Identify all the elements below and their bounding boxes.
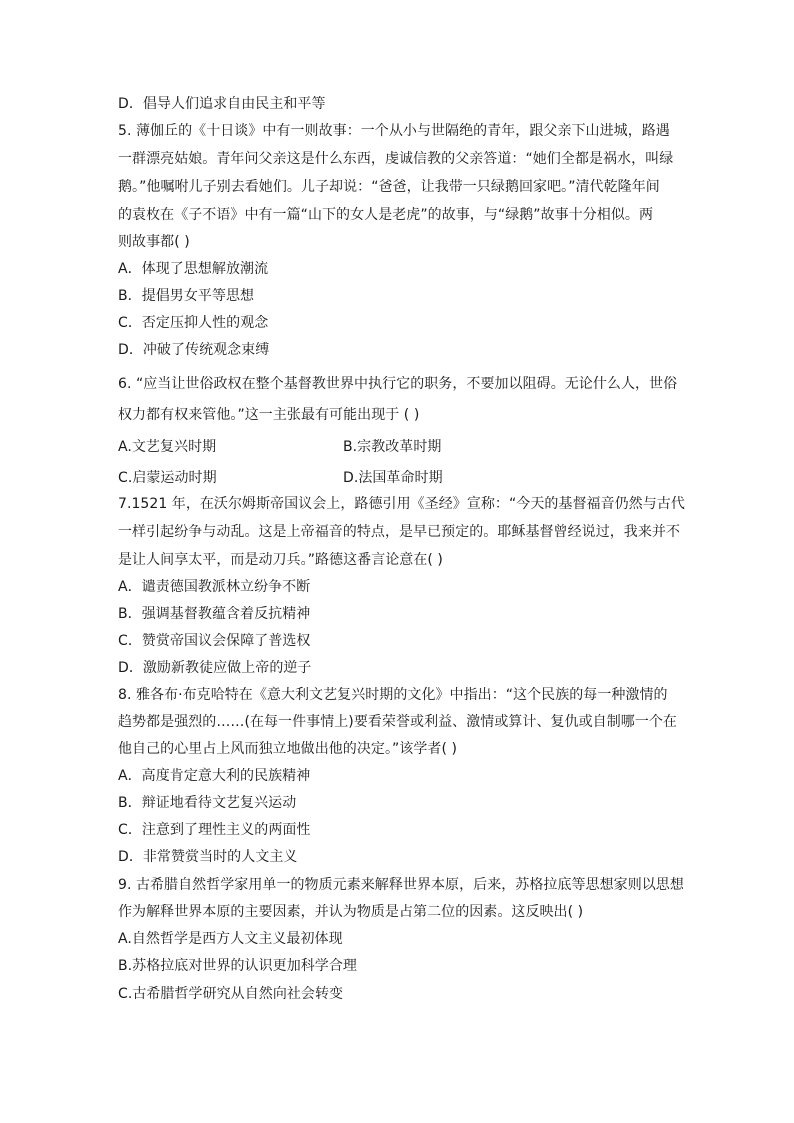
q8-option-b: B．辩证地看待文艺复兴运动 (118, 795, 297, 811)
q9-option-a: A.自然哲学是西方人文主义最初体现 (118, 931, 343, 947)
q7-stem-line-1: 7.1521 年，在沃尔姆斯帝国议会上，路德引用《圣经》宣称：“今天的基督福音仍然与古代 (118, 496, 685, 512)
q5-option-d: D．冲破了传统观念束缚 (118, 342, 270, 358)
q9-stem-line-1: 9. 古希腊自然哲学家用单一的物质元素来解释世界本原，后来，苏格拉底等思想家则以思想 (118, 877, 684, 893)
q5-stem-line-4: 的袁枚在《子不语》中有一篇“山下的女人是老虎”的故事，与“绿鹅”故事十分相似。两 (118, 207, 654, 223)
q7-option-a: A．谴责德国教派林立纷争不断 (118, 579, 311, 595)
q6-option-c: C.启蒙运动时期 (118, 470, 217, 486)
q5-option-a: A．体现了思想解放潮流 (118, 261, 269, 277)
q7-option-d: D．激励新教徒应做上帝的逆子 (118, 660, 312, 676)
q8-stem-line-3: 他自己的心里占上风而独立地做出他的决定。”该学者( ) (118, 741, 457, 757)
q5-stem-line-5: 则故事都( ) (118, 234, 190, 250)
q7-option-b: B．强调基督教蕴含着反抗精神 (118, 606, 311, 622)
q4-option-d: D．倡导人们追求自由民主和平等 (118, 96, 326, 112)
q6-option-a: A.文艺复兴时期 (118, 439, 217, 455)
q8-stem-line-1: 8. 雅各布·布克哈特在《意大利文艺复兴时期的文化》中指出：“这个民族的每一种激情的 (118, 687, 668, 703)
q9-stem-line-2: 作为解释世界本原的主要因素，并认为物质是占第二位的因素。这反映出( ) (118, 904, 584, 920)
q7-stem-line-3: 是让人间享太平，而是动刀兵。”路德这番言论意在( ) (118, 552, 443, 568)
q9-option-b: B.苏格拉底对世界的认识更加科学合理 (118, 958, 357, 974)
q7-stem-line-2: 一样引起纷争与动乱。这是上帝福音的特点，是早已预定的。耶稣基督曾经说过，我来并不 (118, 524, 680, 540)
q8-stem-line-2: 趋势都是强烈的……(在每一件事情上)要看荣誉或利益、激情或算计、复仇或自制哪一个在 (118, 714, 677, 730)
q8-option-d: D．非常赞赏当时的人文主义 (118, 849, 298, 865)
q6-stem-line-2: 权力都有权来管他。”这一主张最有可能出现于 ( ) (118, 407, 420, 423)
q5-stem-line-3: 鹅。”他嘱咐儿子别去看她们。儿子却说：“爸爸，让我带一只绿鹅回家吧。”清代乾隆年间 (118, 179, 660, 195)
q8-option-a: A．高度肯定意大利的民族精神 (118, 768, 311, 784)
q5-stem-line-1: 5. 薄伽丘的《十日谈》中有一则故事：一个从小与世隔绝的青年，跟父亲下山进城，路遇 (118, 123, 670, 139)
q6-option-d: D.法国革命时期 (343, 470, 443, 486)
q9-option-c: C.古希腊哲学研究从自然向社会转变 (118, 986, 344, 1002)
q7-option-c: C．赞赏帝国议会保障了普选权 (118, 633, 311, 649)
q6-stem-line-1: 6. “应当让世俗政权在整个基督教世界中执行它的职务，不要加以阻碍。无论什么人，世俗 (118, 376, 678, 392)
q6-option-b: B.宗教改革时期 (343, 439, 442, 455)
q5-stem-line-2: 一群漂亮姑娘。青年问父亲这是什么东西，虔诚信教的父亲答道：“她们全都是祸水，叫绿 (118, 151, 674, 167)
q8-option-c: C．注意到了理性主义的两面性 (118, 822, 311, 838)
q5-option-b: B．提倡男女平等思想 (118, 288, 255, 304)
q5-option-c: C．否定压抑人性的观念 (118, 315, 269, 331)
